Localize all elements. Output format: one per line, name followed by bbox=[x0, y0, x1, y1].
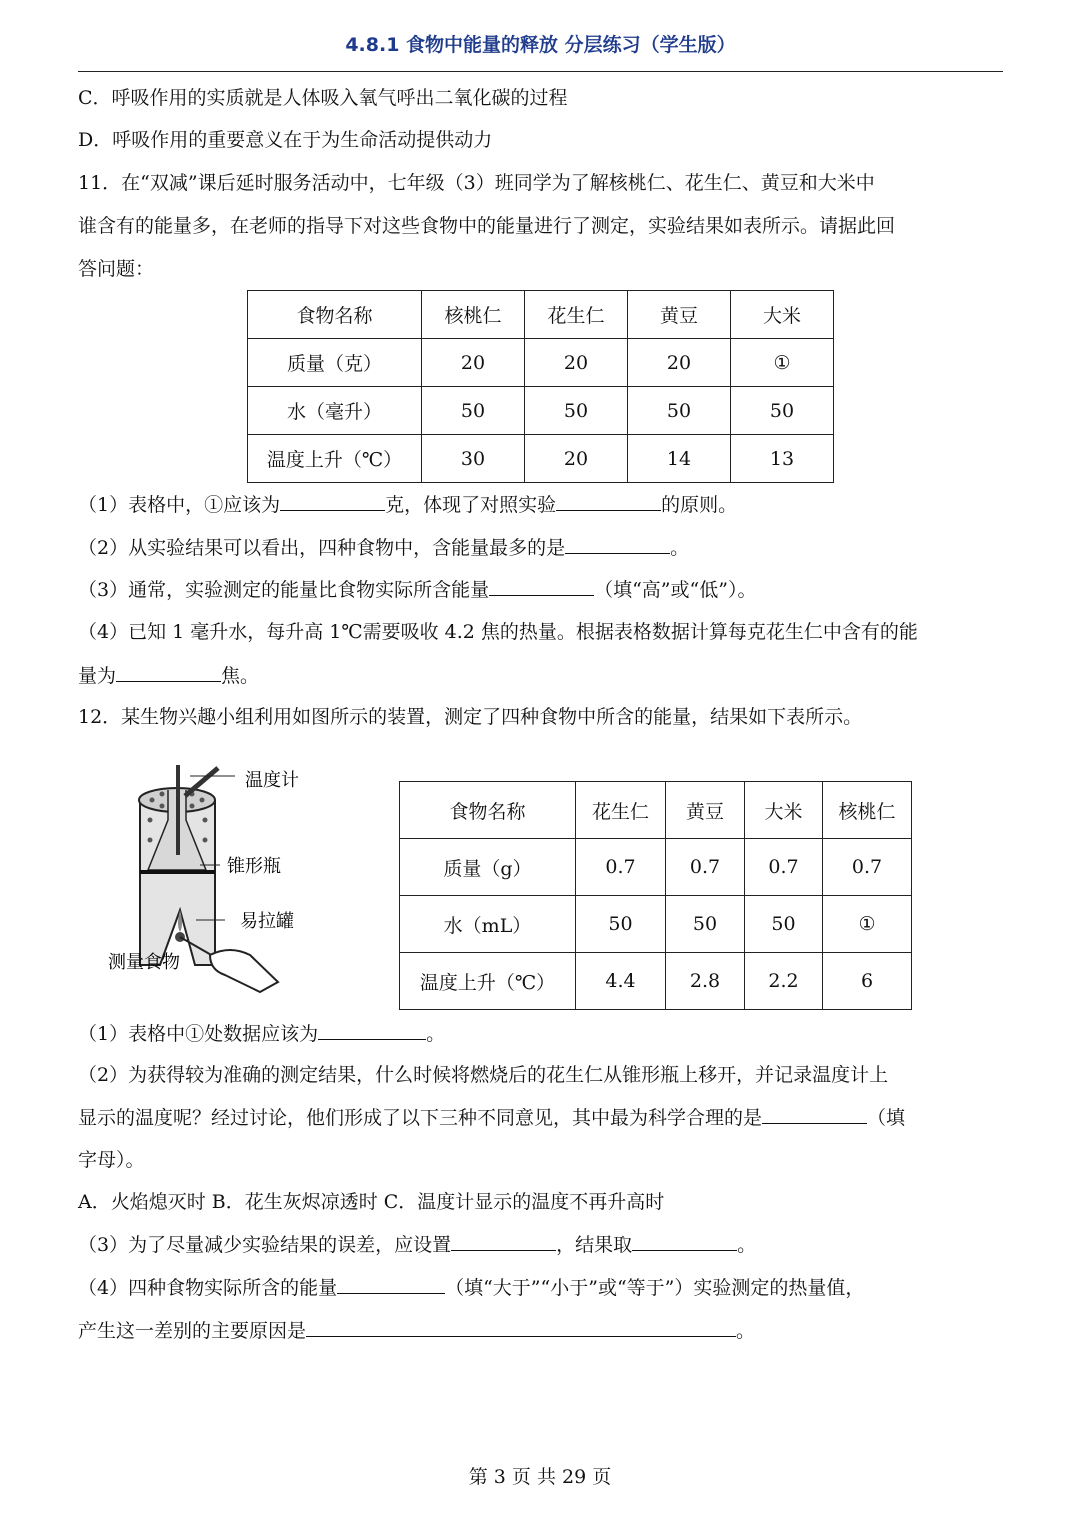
table-cell: 水（毫升） bbox=[248, 387, 422, 435]
page-header-title: 4.8.1 食物中能量的释放 分层练习（学生版） bbox=[345, 34, 736, 56]
table-cell: 温度上升（℃） bbox=[400, 953, 576, 1010]
table-row bbox=[248, 339, 834, 387]
table-cell: 2.2 bbox=[745, 953, 823, 1010]
table-row bbox=[400, 953, 912, 1010]
q12-sub4-text-c: 产生这一差别的主要原因是 bbox=[78, 1320, 307, 1342]
table-cell: 0.7 bbox=[576, 839, 666, 896]
q12-sub4-text-b: （填“大于”“小于”或“等于”）实验测定的热量值， bbox=[445, 1277, 865, 1299]
q11-sub1-text-c: 的原则。 bbox=[661, 494, 738, 516]
table-header-row bbox=[400, 782, 912, 839]
q11-sub2-text-a: （2）从实验结果可以看出，四种食物中，含能量最多的是 bbox=[78, 537, 566, 559]
q12-data-table bbox=[399, 781, 912, 1010]
q12-sub4-text-a: （4）四种食物实际所含的能量 bbox=[78, 1277, 338, 1299]
q12-sub1 bbox=[78, 1021, 445, 1046]
q12-sub2-line2 bbox=[78, 1105, 905, 1130]
table-cell: 50 bbox=[525, 387, 628, 435]
answer-blank[interactable] bbox=[280, 492, 385, 511]
table-cell: 温度上升（℃） bbox=[248, 435, 422, 483]
answer-blank[interactable] bbox=[565, 535, 670, 554]
q11-sub4-text-a: 量为 bbox=[78, 665, 117, 687]
table-header-cell: 大米 bbox=[745, 782, 823, 839]
table-cell: 质量（克） bbox=[248, 339, 422, 387]
table-cell: 0.7 bbox=[823, 839, 912, 896]
calorimeter-apparatus-figure bbox=[100, 760, 340, 1000]
table-cell: 13 bbox=[731, 435, 834, 483]
label-can: 易拉罐 bbox=[240, 911, 294, 932]
table-cell: 50 bbox=[731, 387, 834, 435]
table-header-cell: 核桃仁 bbox=[422, 291, 525, 339]
table-header-cell: 食物名称 bbox=[400, 782, 576, 839]
table-cell: 4.4 bbox=[576, 953, 666, 1010]
answer-blank[interactable] bbox=[632, 1232, 737, 1251]
q11-sub3-text-b: （填“高”或“低”）。 bbox=[594, 579, 757, 601]
table-header-cell: 食物名称 bbox=[248, 291, 422, 339]
table-header-cell: 黄豆 bbox=[628, 291, 731, 339]
answer-blank[interactable] bbox=[489, 577, 594, 596]
q12-sub2-text-b: （填 bbox=[867, 1107, 906, 1129]
q12-sub1-text-b: 。 bbox=[426, 1023, 446, 1045]
q12-options: A．火焰熄灭时 B．花生灰烬凉透时 C．温度计显示的温度不再升高时 bbox=[78, 1191, 665, 1213]
q12-sub3-text-c: 。 bbox=[737, 1234, 757, 1256]
header-divider bbox=[78, 71, 1003, 72]
q11-sub4-line1: （4）已知 1 毫升水，每升高 1℃需要吸收 4.2 焦的热量。根据表格数据计算每克花生仁中含有的能 bbox=[78, 621, 918, 643]
table-cell: 50 bbox=[628, 387, 731, 435]
q11-sub1 bbox=[78, 492, 737, 517]
table-cell: 30 bbox=[422, 435, 525, 483]
q12-sub3-text-b: ，结果取 bbox=[556, 1234, 633, 1256]
table-cell: 50 bbox=[576, 896, 666, 953]
table-row bbox=[400, 839, 912, 896]
page-number-footer: 第 3 页 共 29 页 bbox=[468, 1466, 612, 1488]
table-row bbox=[400, 896, 912, 953]
table-cell: ① bbox=[823, 896, 912, 953]
q11-sub1-text-a: （1）表格中，①应该为 bbox=[78, 494, 281, 516]
answer-blank[interactable] bbox=[318, 1021, 426, 1040]
answer-blank[interactable] bbox=[556, 492, 661, 511]
answer-blank[interactable] bbox=[337, 1275, 445, 1294]
table-cell: 50 bbox=[666, 896, 745, 953]
q10-option-d: D．呼吸作用的重要意义在于为生命活动提供动力 bbox=[78, 129, 493, 151]
table-cell: 质量（g） bbox=[400, 839, 576, 896]
q12-sub1-text-a: （1）表格中①处数据应该为 bbox=[78, 1023, 319, 1045]
table-header-cell: 核桃仁 bbox=[823, 782, 912, 839]
q12-sub2-line1: （2）为获得较为准确的测定结果，什么时候将燃烧后的花生仁从锥形瓶上移开，并记录温度计上 bbox=[78, 1064, 889, 1086]
table-cell: 20 bbox=[628, 339, 731, 387]
table-cell: 0.7 bbox=[745, 839, 823, 896]
q11-stem-line1: 11．在“双减”课后延时服务活动中，七年级（3）班同学为了解核桃仁、花生仁、黄豆和大米中 bbox=[78, 172, 875, 194]
table-cell: 20 bbox=[525, 339, 628, 387]
table-cell: 14 bbox=[628, 435, 731, 483]
table-cell: 20 bbox=[525, 435, 628, 483]
table-header-cell: 花生仁 bbox=[576, 782, 666, 839]
table-cell: 6 bbox=[823, 953, 912, 1010]
table-cell: 水（mL） bbox=[400, 896, 576, 953]
q12-sub2-line3: 字母）。 bbox=[78, 1149, 145, 1171]
label-food: 测量食物 bbox=[108, 952, 180, 973]
answer-blank[interactable] bbox=[451, 1232, 556, 1251]
table-row bbox=[248, 435, 834, 483]
q11-sub2-text-b: 。 bbox=[670, 537, 690, 559]
q11-sub3-text-a: （3）通常，实验测定的能量比食物实际所含能量 bbox=[78, 579, 490, 601]
table-header-cell: 黄豆 bbox=[666, 782, 745, 839]
table-row bbox=[248, 387, 834, 435]
q12-sub2-text-a: 显示的温度呢？经过讨论，他们形成了以下三种不同意见，其中最为科学合理的是 bbox=[78, 1107, 763, 1129]
q11-stem-line3: 答问题： bbox=[78, 258, 155, 280]
q12-sub3 bbox=[78, 1232, 756, 1257]
label-thermometer: 温度计 bbox=[245, 770, 299, 791]
q12-sub4-line1 bbox=[78, 1275, 864, 1300]
table-header-row bbox=[248, 291, 834, 339]
q11-sub2 bbox=[78, 535, 689, 560]
table-header-cell: 大米 bbox=[731, 291, 834, 339]
q10-option-c: C．呼吸作用的实质就是人体吸入氧气呼出二氧化碳的过程 bbox=[78, 87, 568, 109]
q11-sub4-text-b: 焦。 bbox=[221, 665, 260, 687]
q11-sub4-line2 bbox=[78, 663, 259, 688]
table-cell: 20 bbox=[422, 339, 525, 387]
q12-sub4-line2 bbox=[78, 1318, 755, 1343]
table-cell: 2.8 bbox=[666, 953, 745, 1010]
table-cell: 50 bbox=[745, 896, 823, 953]
q11-data-table bbox=[247, 290, 834, 483]
table-cell: 50 bbox=[422, 387, 525, 435]
q12-sub4-text-d: 。 bbox=[736, 1320, 756, 1342]
q12-sub3-text-a: （3）为了尽量减少实验结果的误差，应设置 bbox=[78, 1234, 452, 1256]
table-cell: ① bbox=[731, 339, 834, 387]
answer-blank[interactable] bbox=[762, 1105, 867, 1124]
answer-blank[interactable] bbox=[116, 663, 221, 682]
q11-sub3 bbox=[78, 577, 756, 602]
q12-stem: 12．某生物兴趣小组利用如图所示的装置，测定了四种食物中所含的能量，结果如下表所示。 bbox=[78, 706, 863, 728]
label-flask: 锥形瓶 bbox=[227, 856, 281, 877]
hand bbox=[210, 950, 278, 992]
q11-stem-line2: 谁含有的能量多，在老师的指导下对这些食物中的能量进行了测定，实验结果如表所示。请据此回 bbox=[78, 215, 896, 237]
answer-blank[interactable] bbox=[306, 1318, 736, 1337]
q11-sub1-text-b: 克，体现了对照实验 bbox=[385, 494, 557, 516]
table-cell: 0.7 bbox=[666, 839, 745, 896]
table-header-cell: 花生仁 bbox=[525, 291, 628, 339]
